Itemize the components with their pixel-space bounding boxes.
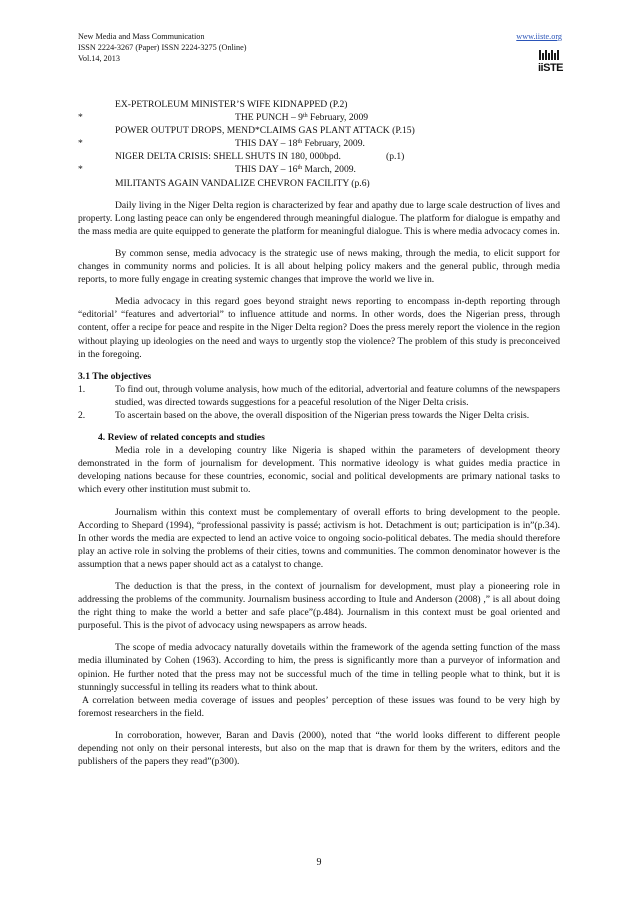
source-1: * THE PUNCH – 9th February, 2009 (78, 112, 369, 124)
section-4-heading: 4. Review of related concepts and studies (98, 432, 265, 444)
paragraph-7: The scope of media advocacy naturally dovetails within the framework of the agenda setting function of the mass media illuminated by Cohen (1963). According to him, the press is significantly more than a purveyor of information and opinion. He further noted that the press may not be successful much of the time in telling people what to think, but it is stunningly successful in telling its readers what to think about. (78, 642, 560, 693)
paragraph-6: The deduction is that the press, in the context of journalism for development, must play a pioneering role in addressing the problems of the community. Journalism business according to Itule and Anderson (2008) ,” is all about doing the right thing to make the world a better and safe place”(p.484). Journalism in this context must be goal oriented and purposeful. This is the pivot of advocacy using newspapers as arrow heads. (78, 581, 560, 632)
source-2: * THIS DAY – 18th February, 2009. (78, 138, 365, 150)
objective-1: 1. To find out, through volume analysis, how much of the editorial, advertorial and feature columns of the newspapers studied, was directed towards suggestions for a peaceful resolution of the Niger Delta crisis. (78, 383, 560, 408)
paragraph-1: Daily living in the Niger Delta region is characterized by fear and apathy due to large scale destruction of lives and property. Long lasting peace can only be engendered through meaningful dialogue. The platform for dialogue is empathy and the mass media are quite equipped to generate the platform for meaningful dialogue. This is where media advocacy comes in. (78, 199, 560, 237)
page-number: 9 (316, 857, 322, 868)
issn-line: ISSN 2224-3267 (Paper) ISSN 2224-3275 (Online) (78, 43, 247, 53)
headline-4: MILITANTS AGAIN VANDALIZE CHEVRON FACILITY (p.6) (115, 177, 370, 189)
paragraph-5: Journalism within this context must be complementary of overall efforts to bring development to the people. According to Shepard (1994), “professional passivity is passé; activism is hot. Detachment is out; participation is in”(p.34). In other words the media are expected to lend an active voice to ongoing socio-political debates. The media should therefore play an active role in solving the problems of their cities, towns and communities. The common denominator however is the assumption that a news paper should act as a catalyst to change. (78, 506, 560, 570)
volume-line: Vol.14, 2013 (78, 54, 120, 64)
headline-3: NIGER DELTA CRISIS: SHELL SHUTS IN 180, 000bpd. (p.1) (115, 151, 405, 163)
logo-bars-graphic (539, 50, 561, 60)
paragraph-2: By common sense, media advocacy is the strategic use of news making, through the media, to elicit support for changes in community norms and policies. It is all about helping policy makers and the general public, through media reports, to more fully engage in creating systemic changes that improve the world we live in. (78, 247, 560, 286)
source-3: * THIS DAY – 16th March, 2009. (78, 164, 356, 176)
headline-2: POWER OUTPUT DROPS, MEND*CLAIMS GAS PLANT ATTACK (P.15) (115, 125, 415, 137)
running-header (78, 31, 562, 65)
journal-url-link[interactable]: www.iiste.org (516, 32, 562, 41)
logo-wordmark: iiSTE (538, 62, 564, 74)
paragraph-8: In corroboration, however, Baran and Davis (2000), noted that “the world looks different to different people depending not only on their personal interests, but also on the map that is drawn for them by the writers, editors and the publishers of the papers they read”(p300). (78, 729, 560, 768)
article-body (78, 98, 560, 768)
paragraph-3: Media advocacy in this regard goes beyond straight news reporting to encompass in-depth reporting through “editorial’ “features and advertorial” to influence attitude and norms. In other words, does the Nigerian press, through content, offer a recipe for peace and respite in the Niger Delta region? Does the press merely report the violence in the region without playing up ideologies on the need and ways to urgently stop the violence? The problem of this study is preconceived in the foregoing. (78, 296, 560, 360)
iiste-logo (538, 50, 562, 78)
paragraph-7b: A correlation between media coverage of issues and peoples’ perception of these issues was found to be very high by foremost researchers in the field. (78, 694, 560, 719)
journal-name: New Media and Mass Communication (78, 32, 205, 41)
headline-1: EX-PETROLEUM MINISTER’S WIFE KIDNAPPED (P.2) (115, 99, 348, 110)
objective-2: 2. To ascertain based on the above, the overall disposition of the Nigerian press towards the Niger Delta crisis. (78, 409, 530, 421)
objectives-heading: 3.1 The objectives (78, 370, 152, 382)
paragraph-4: Media role in a developing country like Nigeria is shaped within the parameters of development theory demonstrated in the form of journalism for development. This normative ideology is what guides media practice in developing nations because for these countries, economic, social and political developments are primary national tasks to which every other institution must submit to. (78, 445, 560, 496)
